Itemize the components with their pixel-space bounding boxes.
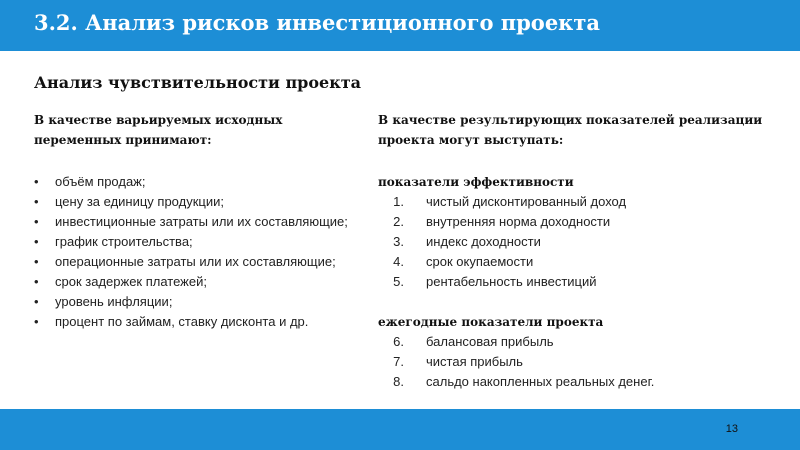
bullet-icon: • bbox=[34, 174, 39, 189]
list-item: • уровень инфляции; bbox=[34, 292, 374, 312]
bullet-icon: • bbox=[34, 194, 39, 209]
section-subtitle: Анализ чувствительности проекта bbox=[34, 73, 362, 92]
slide-title: 3.2. Анализ рисков инвестиционного проекта bbox=[34, 10, 600, 35]
page-number: 13 bbox=[725, 423, 738, 435]
list-item: • объём продаж; bbox=[34, 172, 374, 192]
list-item: 6. балансовая прибыль bbox=[393, 334, 554, 349]
list-item: • график строительства; bbox=[34, 232, 374, 252]
left-column-heading: В качестве варьируемых исходных переменных принимают: bbox=[34, 113, 283, 147]
list-item: • процент по займам, ставку дисконта и др. bbox=[34, 312, 374, 332]
list-item: 5. рентабельность инвестиций bbox=[393, 274, 597, 289]
list-item: 3. индекс доходности bbox=[393, 234, 541, 249]
variables-list bbox=[34, 172, 374, 332]
efficiency-indicators-heading: показатели эффективности bbox=[378, 175, 574, 189]
annual-indicators-list bbox=[378, 332, 654, 392]
list-item: 8. сальдо накопленных реальных денег. bbox=[393, 374, 655, 389]
right-column-heading: В качестве результирующих показателей реализации проекта могут выступать: bbox=[378, 113, 763, 147]
bullet-icon: • bbox=[34, 234, 39, 249]
list-item: • инвестиционные затраты или их составляющие; bbox=[34, 212, 374, 232]
list-item: • операционные затраты или их составляющие; bbox=[34, 252, 374, 272]
list-item: • срок задержек платежей; bbox=[34, 272, 374, 292]
bullet-icon: • bbox=[34, 314, 39, 329]
footer-bar bbox=[0, 409, 800, 450]
bullet-icon: • bbox=[34, 214, 39, 229]
list-item: 4. срок окупаемости bbox=[393, 254, 534, 269]
annual-indicators-heading: ежегодные показатели проекта bbox=[378, 315, 604, 329]
list-item: 2. внутренняя норма доходности bbox=[393, 214, 611, 229]
list-item: 1. чистый дисконтированный доход bbox=[393, 194, 627, 209]
bullet-icon: • bbox=[34, 294, 39, 309]
bullet-icon: • bbox=[34, 254, 39, 269]
bullet-icon: • bbox=[34, 274, 39, 289]
efficiency-indicators-list bbox=[378, 192, 626, 292]
list-item: 7. чистая прибыль bbox=[393, 354, 523, 369]
list-item: • цену за единицу продукции; bbox=[34, 192, 374, 212]
